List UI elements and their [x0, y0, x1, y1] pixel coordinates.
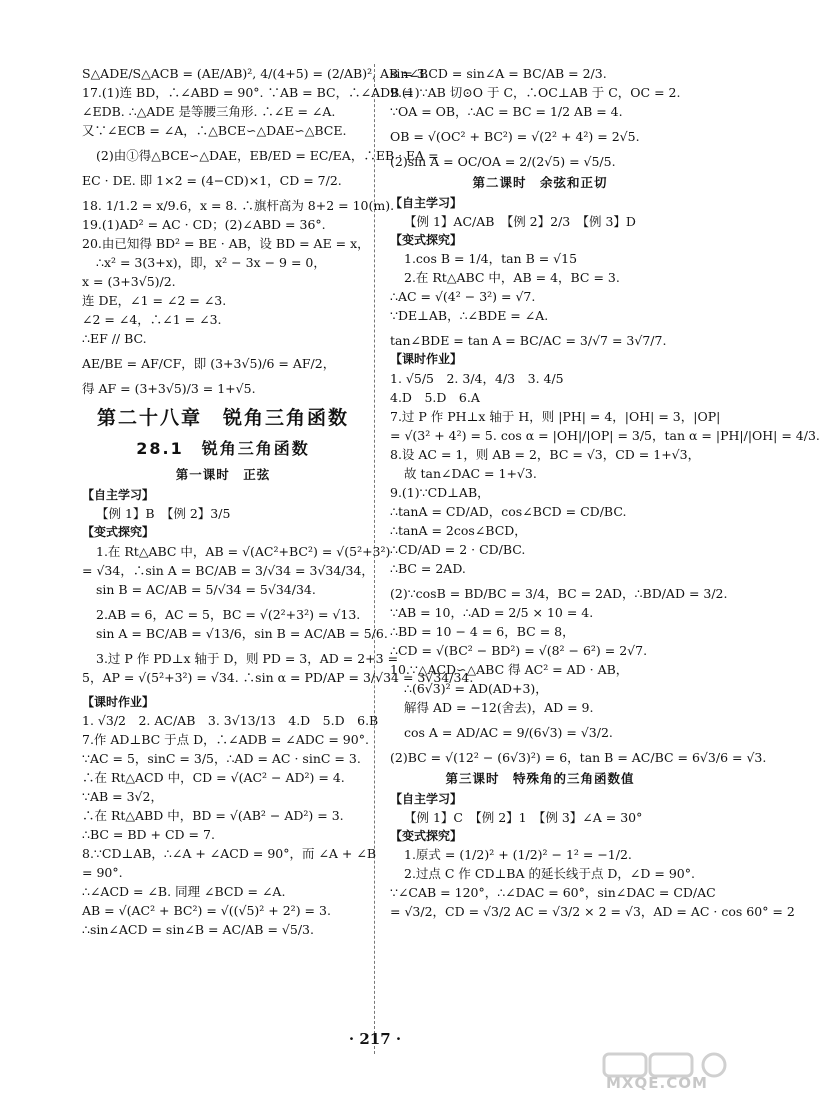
lesson-title: 第三课时 特殊角的三角函数值	[445, 770, 635, 786]
text-line: ∵AB = 10，∴AD = 2/5 × 10 = 4.	[390, 604, 594, 620]
text-line: 【例 1】C 【例 2】1 【例 3】∠A = 30°	[404, 809, 643, 825]
text-line: ∵∠CAB = 120°，∴∠DAC = 60°，sin∠DAC = CD/AC	[390, 885, 716, 901]
text-line: tan∠BDE = tan A = BC/AC = 3/√7 = 3√7/7.	[390, 333, 667, 349]
text-line: ∴(6√3)² = AD(AD+3)，	[404, 680, 548, 696]
heading-variant-explore: 【变式探究】	[390, 828, 463, 843]
text-line: ∴BD = 10 − 4 = 6，BC = 8，	[390, 623, 575, 639]
text-line: 19.(1)AD² = AC · CD；(2)∠ABD = 36°.	[82, 217, 326, 232]
lesson-title: 第二课时 余弦和正切	[472, 175, 608, 190]
text-line: OB = √(OC² + BC²) = √(2² + 4²) = 2√5.	[390, 129, 640, 144]
text-line: 17.(1)连 BD，∴∠ABD = 90°. ∵AB = BC，∴∠ADB =	[82, 85, 414, 100]
text-line: ∴CD/AD = 2 · CD/BC.	[390, 541, 526, 557]
text-line: AB = √(AC² + BC²) = √((√5)² + 2²) = 3.	[82, 902, 331, 918]
chapter-title: 第二十八章 锐角三角函数	[96, 407, 349, 429]
text-line: ∴BC = 2AD.	[390, 560, 466, 576]
text-line: (2)∵cosB = BD/BC = 3/4，BC = 2AD，∴BD/AD = 3/2.	[390, 585, 728, 601]
text-line: 7.作 AD⊥BC 于点 D，∴∠ADB = ∠ADC = 90°.	[82, 731, 369, 747]
text-line: sin B = AC/AB = 5/√34 = 5√34/34.	[96, 581, 316, 597]
text-line: ∴CD = √(BC² − BD²) = √(8² − 6²) = 2√7.	[390, 642, 648, 658]
text-line: sin A = BC/AB = √13/6，sin B = AC/AB = 5/6.	[96, 625, 388, 641]
text-line: = 90°.	[82, 864, 123, 880]
text-line: 1. √3/2 2. AC/AB 3. 3√13/13 4.D 5.D 6.B	[82, 712, 379, 728]
text-line: sin∠BCD = sin∠A = BC/AB = 2/3.	[390, 66, 607, 81]
text-line: 又∵∠ECB = ∠A，∴△BCE∽△DAE∽△BCE.	[82, 123, 347, 138]
text-line: ∴tanA = 2cos∠BCD，	[390, 522, 527, 538]
watermark-text: MXQE.COM	[606, 1074, 708, 1092]
heading-self-study: 【自主学习】	[82, 488, 155, 503]
text-line: (2)sin A = OC/OA = 2/(2√5) = √5/5.	[390, 154, 616, 169]
text-line: 2.过点 C 作 CD⊥BA 的延长线于点 D，∠D = 90°.	[404, 866, 695, 882]
text-line: x = (3+3√5)/2.	[82, 274, 176, 289]
text-line: 3.过 P 作 PD⊥x 轴于 D，则 PD = 3，AD = 2+3 =	[96, 650, 399, 666]
text-line: ∴∠ACD = ∠B. 同理 ∠BCD = ∠A.	[82, 883, 286, 899]
lesson-title: 第一课时 正弦	[175, 467, 271, 483]
text-line: 故 tan∠DAC = 1+√3.	[404, 465, 537, 481]
text-line: cos A = AD/AC = 9/(6√3) = √3/2.	[404, 724, 613, 740]
text-line: (2)BC = √(12² − (6√3)²) = 6，tan B = AC/BC = 6√3/6 = √3.	[390, 749, 767, 765]
heading-self-study: 【自主学习】	[390, 196, 463, 210]
page-number: · 217 ·	[348, 1030, 402, 1048]
text-line: 1. √5/5 2. 3/4，4/3 3. 4/5	[390, 370, 564, 386]
text-line: EC · DE. 即 1×2 = (4−CD)×1，CD = 7/2.	[82, 173, 342, 188]
heading-self-study: 【自主学习】	[390, 791, 463, 806]
text-line: ∴tanA = CD/AD，cos∠BCD = CD/BC.	[390, 503, 627, 519]
text-line: 2.在 Rt△ABC 中，AB = 4，BC = 3.	[404, 270, 620, 286]
text-line: 得 AF = (3+3√5)/3 = 1+√5.	[82, 381, 256, 396]
heading-variant-explore: 【变式探究】	[390, 233, 463, 248]
text-line: 1.原式 = (1/2)² + (1/2)² − 1² = −1/2.	[404, 847, 632, 863]
text-line: ∵AC = 5，sinC = 3/5，∴AD = AC · sinC = 3.	[82, 750, 361, 766]
text-line: 【例 1】B 【例 2】3/5	[96, 506, 231, 522]
text-line: = √34，∴sin A = BC/AB = 3/√34 = 3√34/34，	[82, 562, 374, 578]
text-line: ∵DE⊥AB，∴∠BDE = ∠A.	[390, 308, 549, 324]
text-line: S△ADE/S△ACB = (AE/AB)², 4/(4+5) = (2/AB)², AB = 3.	[82, 66, 429, 81]
text-line: ∴在 Rt△ABD 中，BD = √(AB² − AD²) = 3.	[82, 807, 344, 823]
text-line: 连 DE，∠1 = ∠2 = ∠3.	[82, 293, 227, 308]
text-line: 8.∵CD⊥AB，∴∠A + ∠ACD = 90°，而 ∠A + ∠B	[82, 845, 377, 861]
text-line: 10.∵△ACD∽△ABC 得 AC² = AD · AB，	[390, 661, 629, 677]
text-line: ∴AC = √(4² − 3²) = √7.	[390, 289, 536, 305]
text-line: ∵OA = OB，∴AC = BC = 1/2 AB = 4.	[390, 104, 623, 119]
text-line: 5，AP = √(5²+3²) = √34. ∴sin α = PD/AP = 3/√34 = 3√34/34.	[82, 669, 474, 685]
text-line: AE/BE = AF/CF，即 (3+3√5)/6 = AF/2，	[82, 356, 336, 371]
text-line: ∴在 Rt△ACD 中，CD = √(AC² − AD²) = 4.	[82, 769, 345, 785]
text-line: 20.由已知得 BD² = BE · AB，设 BD = AE = x，	[82, 236, 370, 251]
text-line: 8.设 AC = 1，则 AB = 2，BC = √3，CD = 1+√3，	[390, 446, 701, 462]
text-line: (2)由①得△BCE∽△DAE，EB/ED = EC/EA，∴EB · EA =	[96, 148, 439, 163]
text-line: ∠EDB. ∴△ADE 是等腰三角形. ∴∠E = ∠A.	[82, 104, 336, 119]
text-line: 4.D 5.D 6.A	[390, 389, 480, 405]
heading-homework: 【课时作业】	[82, 694, 155, 709]
text-line: = √3/2，CD = √3/2 AC = √3/2 × 2 = √3，AD = AC · cos 60° = 2	[390, 904, 795, 920]
text-line: 解得 AD = −12(舍去)，AD = 9.	[404, 699, 594, 715]
text-line: ∴BC = BD + CD = 7.	[82, 826, 215, 842]
text-line: ∠2 = ∠4，∴∠1 = ∠3.	[82, 312, 222, 327]
text-line: ∵AB = 3√2，	[82, 788, 163, 804]
right-column	[390, 64, 820, 921]
text-line: 9.(1)∵CD⊥AB，	[390, 484, 490, 500]
text-line: ∴sin∠ACD = sin∠B = AC/AB = √5/3.	[82, 921, 314, 937]
text-line: ∴EF // BC.	[82, 331, 147, 346]
text-line: 1.在 Rt△ABC 中，AB = √(AC²+BC²) = √(5²+3²)	[96, 543, 391, 559]
heading-variant-explore: 【变式探究】	[82, 525, 155, 540]
text-line: 1.cos B = 1/4，tan B = √15	[404, 251, 578, 267]
text-line: 2.AB = 6，AC = 5，BC = √(2²+3²) = √13.	[96, 606, 361, 622]
section-title: 28.1 锐角三角函数	[136, 438, 310, 458]
text-line: = √(3² + 4²) = 5. cos α = |OH|/|OP| = 3/5，tan α = |PH|/|OH| = 4/3.	[390, 427, 820, 443]
text-line: 18. 1/1.2 = x/9.6，x = 8. ∴旗杆高为 8+2 = 10(m).	[82, 198, 395, 213]
heading-homework: 【课时作业】	[390, 352, 463, 367]
text-line: 7.过 P 作 PH⊥x 轴于 H，则 |PH| = 4，|OH| = 3，|OP|	[390, 408, 721, 424]
text-line: 【例 1】AC/AB 【例 2】2/3 【例 3】D	[404, 214, 636, 230]
text-line: ∴x² = 3(3+x)，即，x² − 3x − 9 = 0，	[96, 255, 326, 270]
text-line: 9.(1)∵AB 切⊙O 于 C，∴OC⊥AB 于 C，OC = 2.	[390, 85, 681, 100]
